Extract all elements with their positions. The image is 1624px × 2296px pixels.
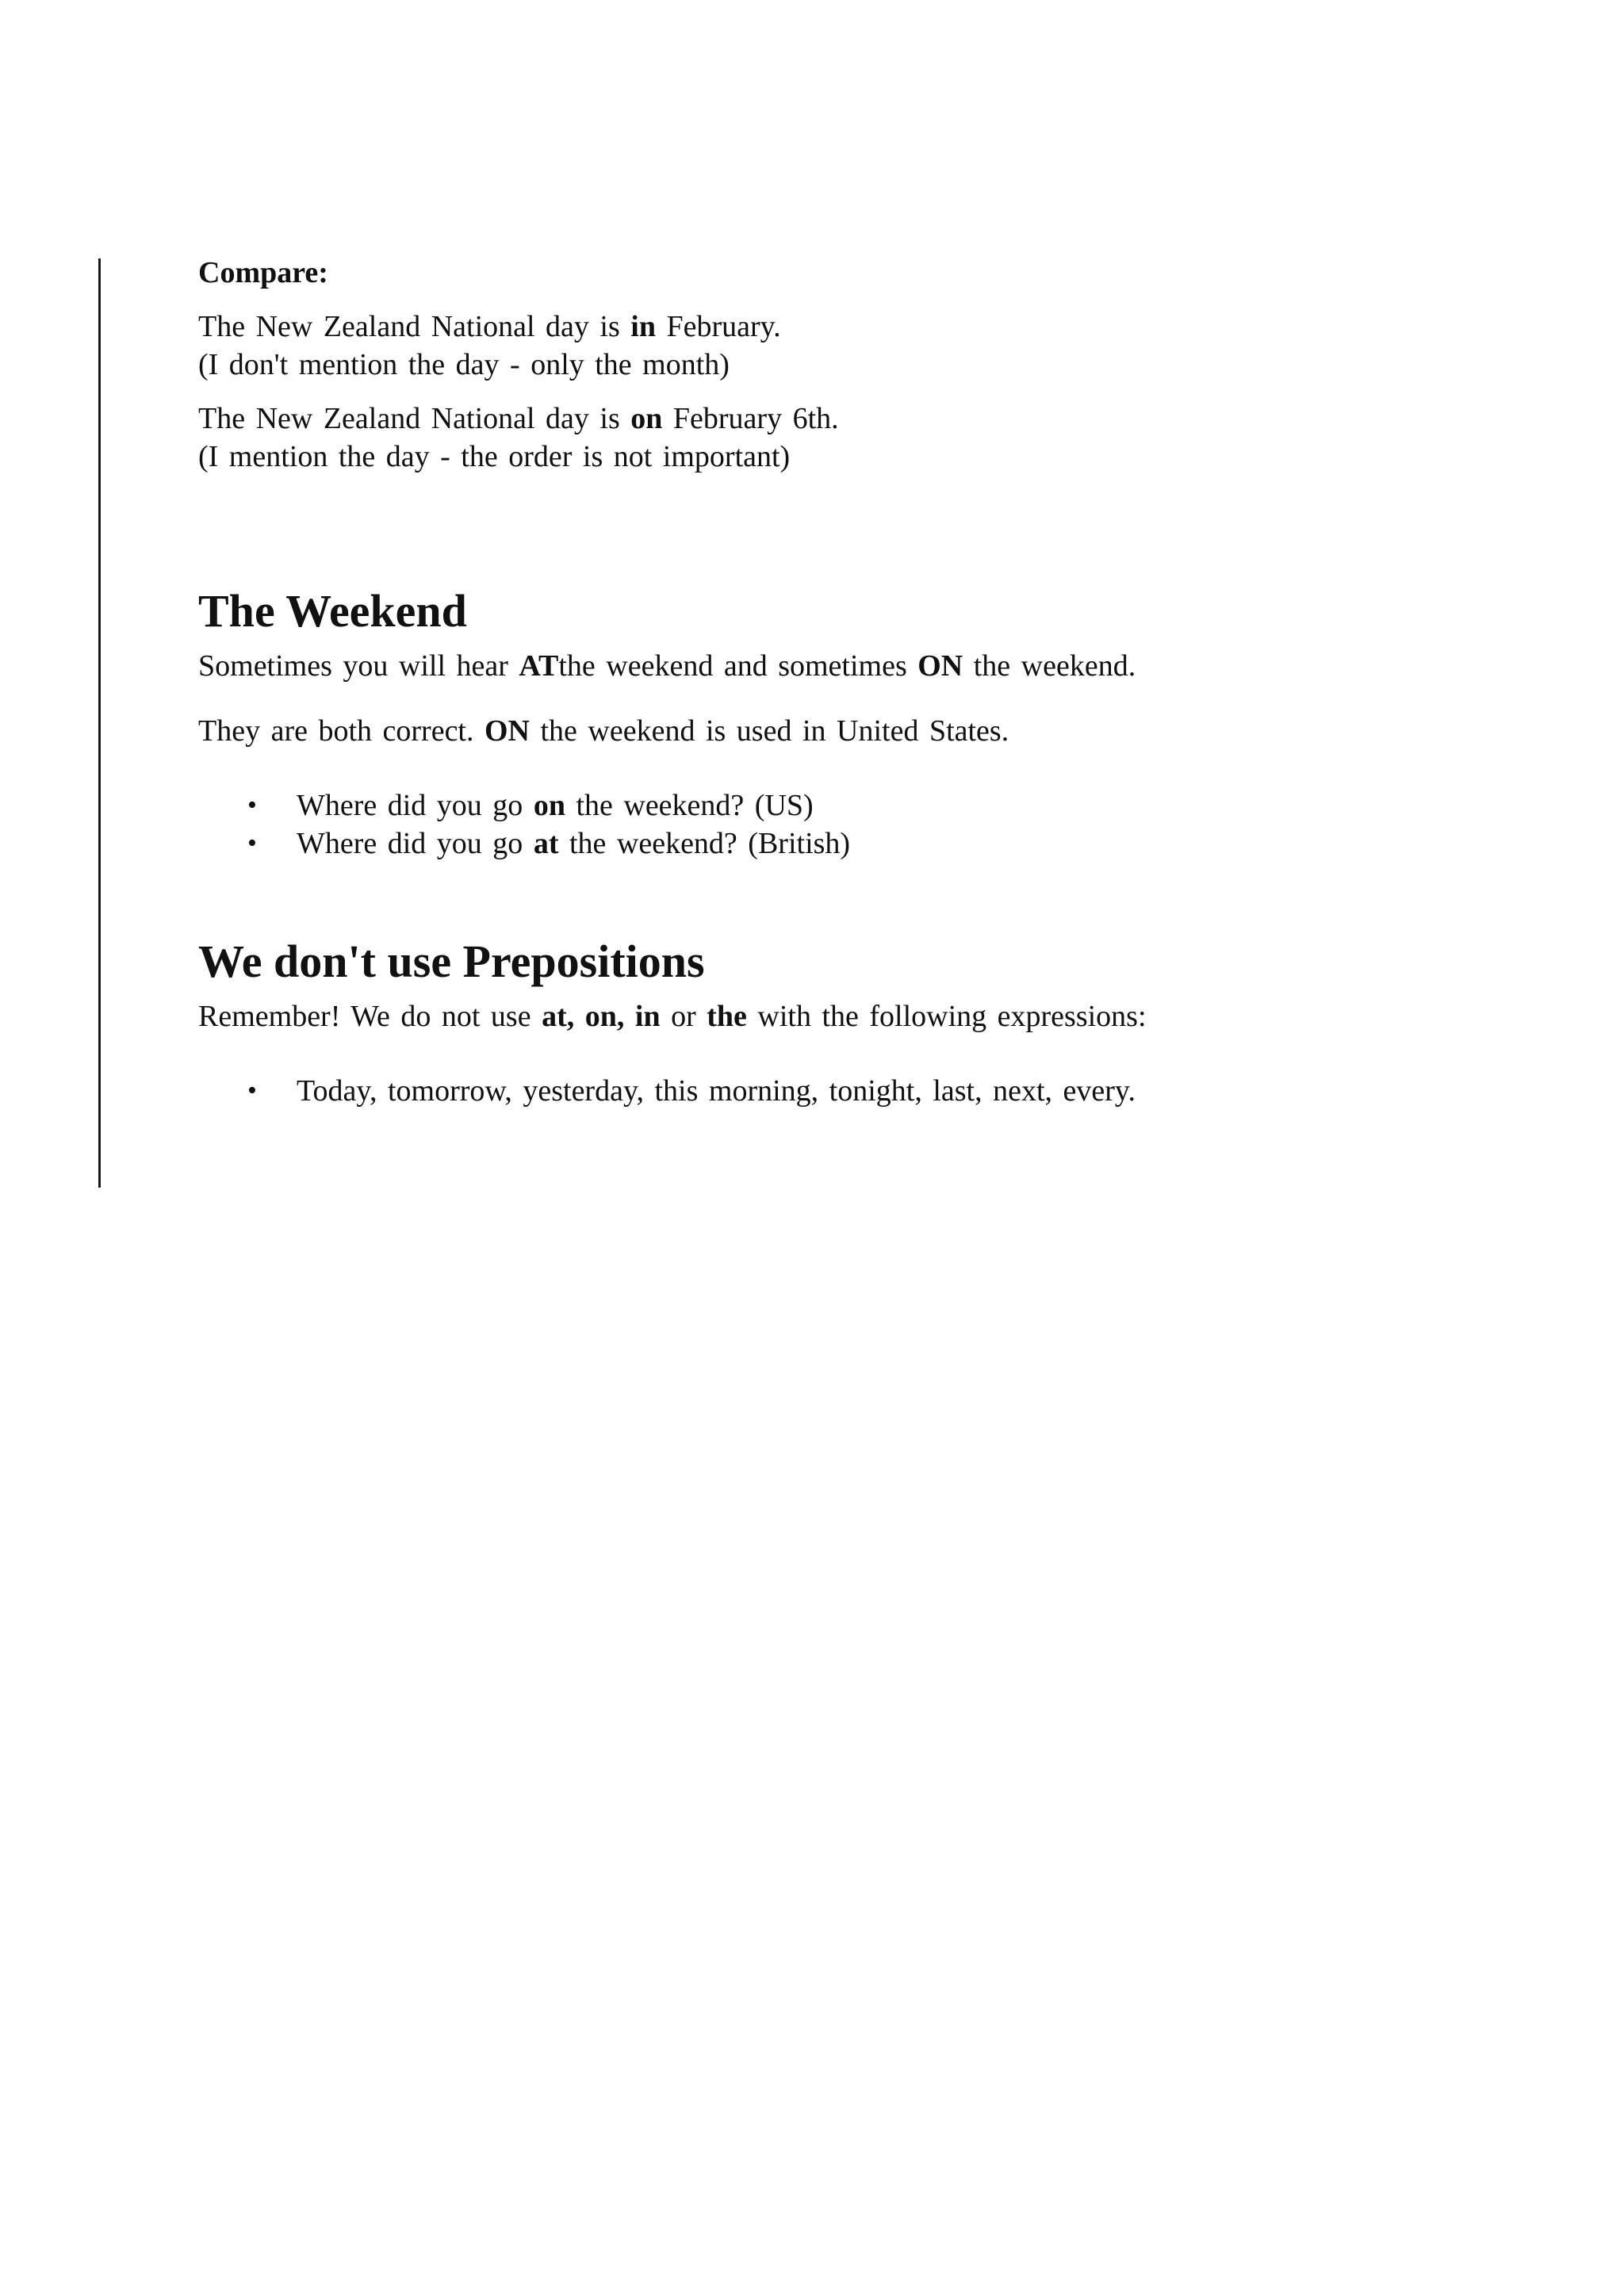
bold-run: ON [485,714,530,748]
compare-line [198,308,1507,346]
compare-example-on [198,400,1507,476]
document-body [198,254,1507,1110]
text-run: the weekend. [963,649,1136,683]
text-run: the weekend and sometimes [558,649,918,683]
compare-note: (I mention the day - the order is not important) [198,440,791,473]
list-item [198,825,1507,863]
no-prepositions-paragraph [198,997,1507,1035]
no-prepositions-bullet-list [198,1072,1507,1110]
text-run: They are both correct. [198,714,485,748]
bold-run: in [630,310,656,343]
text-run: the weekend is used in United States. [530,714,1009,748]
weekend-paragraph-1 [198,647,1507,685]
bullet-icon: • [247,828,257,858]
no-prepositions-heading: We don't use Prepositions [198,936,705,987]
weekend-bullet-list [198,786,1507,863]
text-run: Remember! We do not use [198,1000,542,1033]
compare-line [198,400,1507,438]
compare-example-in [198,308,1507,384]
text-run: Today, tomorrow, yesterday, this morning, tonight, last, next, every. [297,1074,1136,1108]
text-run: February. [655,310,781,343]
bold-run: AT [519,649,559,683]
text-run: the weekend? (British) [558,827,851,860]
text-run: The New Zealand National day is [198,310,631,343]
weekend-paragraph-2 [198,712,1507,750]
bold-run: at [533,827,559,860]
text-run: Where did you go [297,789,534,822]
text-run: or [660,1000,707,1033]
bold-run: ON [917,649,963,683]
bullet-icon: • [247,790,257,820]
text-run: the weekend? (US) [565,789,814,822]
bold-run: the [707,1000,747,1033]
list-item [198,786,1507,825]
bold-run: on [630,402,663,435]
text-run: Sometimes you will hear [198,649,519,683]
weekend-heading: The Weekend [198,585,467,637]
list-item [198,1072,1507,1110]
text-run: Where did you go [297,827,534,860]
text-run: with the following expressions: [746,1000,1147,1033]
text-run: The New Zealand National day is [198,402,631,435]
bold-run: on [533,789,565,822]
bold-run: at, on, in [542,1000,661,1033]
compare-note: (I don't mention the day - only the month) [198,348,730,381]
text-run: February 6th. [662,402,839,435]
margin-change-bar [98,258,101,1188]
bullet-icon: • [247,1076,257,1105]
compare-label: Compare: [198,256,328,289]
